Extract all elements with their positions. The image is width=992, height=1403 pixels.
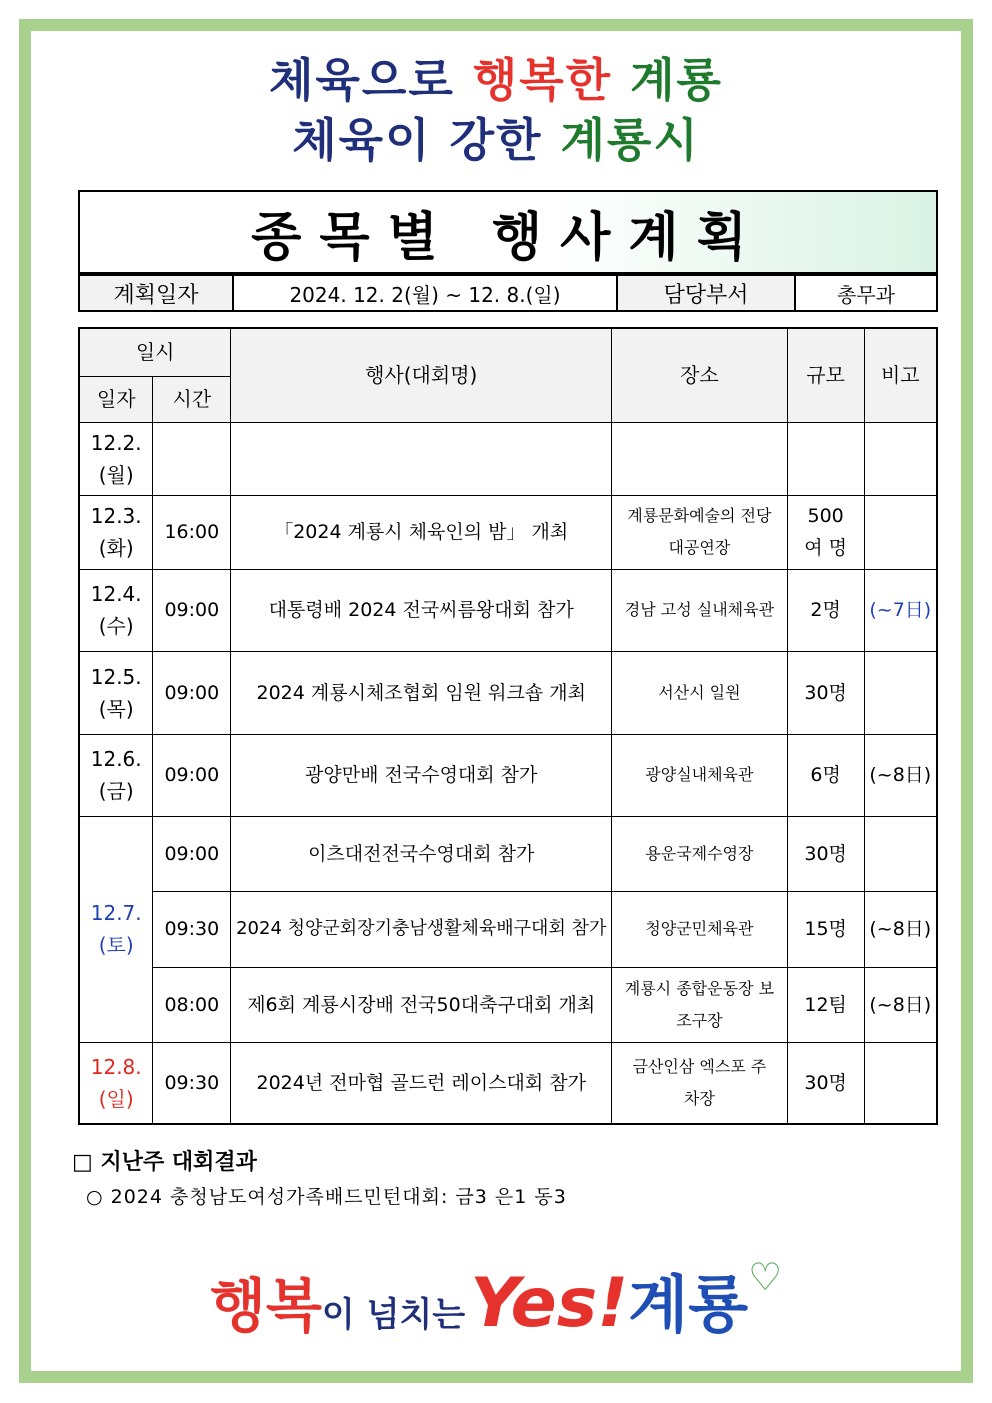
table-row [79,1042,937,1124]
event-cell: 2024년 전마협 골드런 레이스대회 참가 [231,1042,612,1124]
header-date: 일자 [79,376,153,422]
page-title-box [78,190,938,274]
scale-cell: 6명 [787,734,864,816]
time-cell: 09:30 [153,1042,231,1124]
dept-label: 담당부서 [617,275,795,311]
footer-logo-part: Yes! [470,1264,629,1343]
day-text: (금) [98,779,134,803]
scale-cell: 30명 [787,651,864,734]
footer-logo [0,1255,992,1345]
day-text: (월) [98,462,134,487]
header-time: 시간 [153,376,231,422]
slogan-line-2 [0,112,992,168]
table-row [79,734,937,816]
dept-value: 총무과 [795,275,937,311]
time-cell: 09:30 [153,891,231,967]
scale-cell: 500여 명 [787,495,864,569]
scale-cell: 30명 [787,816,864,891]
date-cell [79,569,153,651]
table-row [79,495,937,569]
footer-logo-part: 이 넘치는 [321,1295,466,1335]
event-cell: 「2024 계룡시 체육인의 밤」 개최 [231,495,612,569]
place-cell: 서산시 일원 [612,651,788,734]
heart-icon: ♡ [748,1255,783,1299]
time-cell: 09:00 [153,816,231,891]
date-text: 12.7. [90,901,142,925]
info-table [78,274,938,312]
scale-cell: 15명 [787,891,864,967]
time-cell: 09:00 [153,569,231,651]
table-row [79,967,937,1042]
date-text: 12.4. [90,582,142,606]
event-cell: 2024 계룡시체조협회 임원 워크숍 개최 [231,651,612,734]
place-cell: 용운국제수영장 [612,816,788,891]
header-event: 행사(대회명) [231,328,612,422]
slogan-line-1 [0,52,992,108]
date-text: 12.2. [90,430,142,455]
date-cell [79,1042,153,1124]
header-note: 비고 [864,328,937,422]
date-text: 12.5. [90,664,142,689]
event-cell: 2024 청양군회장기충남생활체육배구대회 참가 [231,891,612,967]
place-cell: 계룡시 종합운동장 보조구장 [612,967,788,1042]
note-cell [864,651,937,734]
table-row [79,651,937,734]
date-text: 12.8. [90,1054,142,1079]
date-text: 12.3. [90,504,142,528]
date-cell [79,734,153,816]
time-cell: 16:00 [153,495,231,569]
slogan-word: 행복한 [472,53,613,107]
note-cell [864,816,937,891]
time-cell: 08:00 [153,967,231,1042]
time-cell: 09:00 [153,734,231,816]
header-scale: 규모 [787,328,864,422]
scale-cell: 12팀 [787,967,864,1042]
place-cell: 계룡문화예술의 전당 대공연장 [612,495,788,569]
note-cell [864,495,937,569]
note-cell: (~8日) [864,891,937,967]
event-cell [231,422,612,495]
table-row [79,422,937,495]
date-cell [79,422,153,495]
note-cell: (~7日) [864,569,937,651]
slogan-word: 계룡시 [560,113,700,167]
footer-logo-part: 행복 [209,1272,322,1340]
results-title: □ 지난주 대회결과 [72,1150,257,1175]
slogan-word: 체육으로 [269,53,455,107]
day-text: (화) [98,536,134,560]
note-cell [864,1042,937,1124]
scale-cell: 2명 [787,569,864,651]
slogan-word: 체육이 [292,113,432,167]
place-cell [612,422,788,495]
scale-cell: 30명 [787,1042,864,1124]
event-cell: 대통령배 2024 전국씨름왕대회 참가 [231,569,612,651]
event-cell: 광양만배 전국수영대회 참가 [231,734,612,816]
header-datetime: 일시 [79,328,231,376]
event-cell: 제6회 계룡시장배 전국50대축구대회 개최 [231,967,612,1042]
day-text: (일) [98,1086,134,1111]
slogan-word: 강한 [449,113,543,167]
time-cell [153,422,231,495]
scale-cell [787,422,864,495]
day-text: (토) [98,933,134,957]
note-cell: (~8日) [864,967,937,1042]
schedule-table [78,327,938,1125]
date-cell [79,495,153,569]
date-cell [79,651,153,734]
time-cell: 09:00 [153,651,231,734]
note-cell: (~8日) [864,734,937,816]
results-item: ○ 2024 충청남도여성가족배드민턴대회: 금3 은1 동3 [86,1186,567,1208]
table-row [79,816,937,891]
footer-logo-part: 계룡 [628,1268,749,1341]
event-cell: 이츠대전전국수영대회 참가 [231,816,612,891]
place-cell: 경남 고성 실내체육관 [612,569,788,651]
day-text: (목) [98,696,134,721]
slogan-word: 계룡 [630,53,723,107]
place-cell: 청양군민체육관 [612,891,788,967]
place-cell: 광양실내체육관 [612,734,788,816]
plan-date-value: 2024. 12. 2(월) ~ 12. 8.(일) [233,275,617,311]
page-title: 종목별 행사계획 [251,207,765,268]
note-cell [864,422,937,495]
date-cell [79,816,153,1042]
table-row [79,569,937,651]
header-place: 장소 [612,328,788,422]
table-row [79,891,937,967]
day-text: (수) [98,614,134,638]
place-cell: 금산인삼 엑스포 주차장 [612,1042,788,1124]
plan-date-label: 계획일자 [79,275,233,311]
date-text: 12.6. [90,747,142,771]
